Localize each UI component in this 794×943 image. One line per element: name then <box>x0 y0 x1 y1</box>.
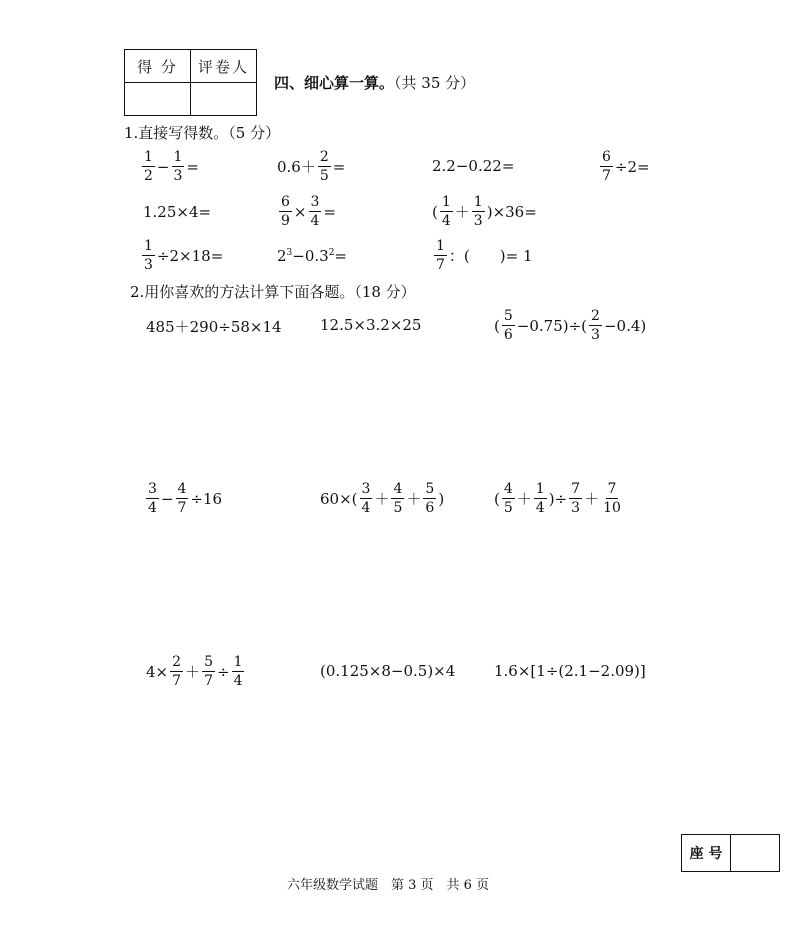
part2-heading: 2.用你喜欢的方法计算下面各题。（18 分） <box>130 283 416 301</box>
calc-item: ( $\frac{5}{6}$ −0.75)÷( $\frac{2}{3}$ −0.4) <box>494 308 647 343</box>
calc-item: ( $\frac{1}{4}$ ＋ $\frac{1}{3}$ )×36= <box>432 194 537 229</box>
calc-item: 485＋290÷58×14 <box>146 318 282 336</box>
seat-label: 座 号 <box>682 835 731 872</box>
calc-item: 2.2−0.22= <box>432 157 515 175</box>
score-label: 得 分 <box>125 50 191 83</box>
calc-item: 1.6×[1÷(2.1−2.09)] <box>494 662 646 680</box>
calc-item: 0.6＋ $\frac{2}{5}$ = <box>277 149 346 184</box>
seat-number-table <box>681 834 780 872</box>
page-footer: 六年级数学试题 第 3 页 共 6 页 <box>287 878 490 893</box>
calc-item: 4× $\frac{2}{7}$ ＋ $\frac{5}{7}$ ÷ $\frac{1}{4}$ <box>146 654 243 689</box>
section-title <box>274 72 475 93</box>
score-cell[interactable] <box>125 83 191 116</box>
grader-label: 评卷人 <box>191 50 257 83</box>
section-points: （共 35 分） <box>394 74 476 92</box>
calc-item: $2^3-0.3^2=$ <box>277 247 348 265</box>
section-title-text: 四、细心算一算。 <box>274 74 395 92</box>
calc-item: 1.25×4= <box>143 203 212 221</box>
score-table <box>124 49 257 116</box>
grader-cell[interactable] <box>191 83 257 116</box>
calc-item: $\frac{3}{4}$ − $\frac{4}{7}$ ÷16 <box>148 481 223 516</box>
part1-heading: 1.直接写得数。（5 分） <box>124 124 281 142</box>
calc-item: $\frac{1}{7}$ ：( )= 1 <box>436 238 533 273</box>
calc-item: $\frac{1}{2}$ − $\frac{1}{3}$ = <box>144 149 199 184</box>
calc-item: (0.125×8−0.5)×4 <box>320 662 456 680</box>
calc-item: 60×( $\frac{3}{4}$ ＋ $\frac{4}{5}$ ＋ $\frac{5}{6}$ ) <box>320 481 445 516</box>
calc-item: 12.5×3.2×25 <box>320 316 422 334</box>
seat-number-cell[interactable] <box>731 835 780 872</box>
calc-item: $\frac{1}{3}$ ÷2×18= <box>144 238 224 273</box>
calc-item: ( $\frac{4}{5}$ ＋ $\frac{1}{4}$ )÷ $\frac{7}{3}$ ＋ $\frac{7}{10}$ <box>494 481 621 516</box>
calc-item: $\frac{6}{7}$ ÷2= <box>602 149 650 184</box>
calc-item: $\frac{6}{9}$ × $\frac{3}{4}$ = <box>281 194 336 229</box>
